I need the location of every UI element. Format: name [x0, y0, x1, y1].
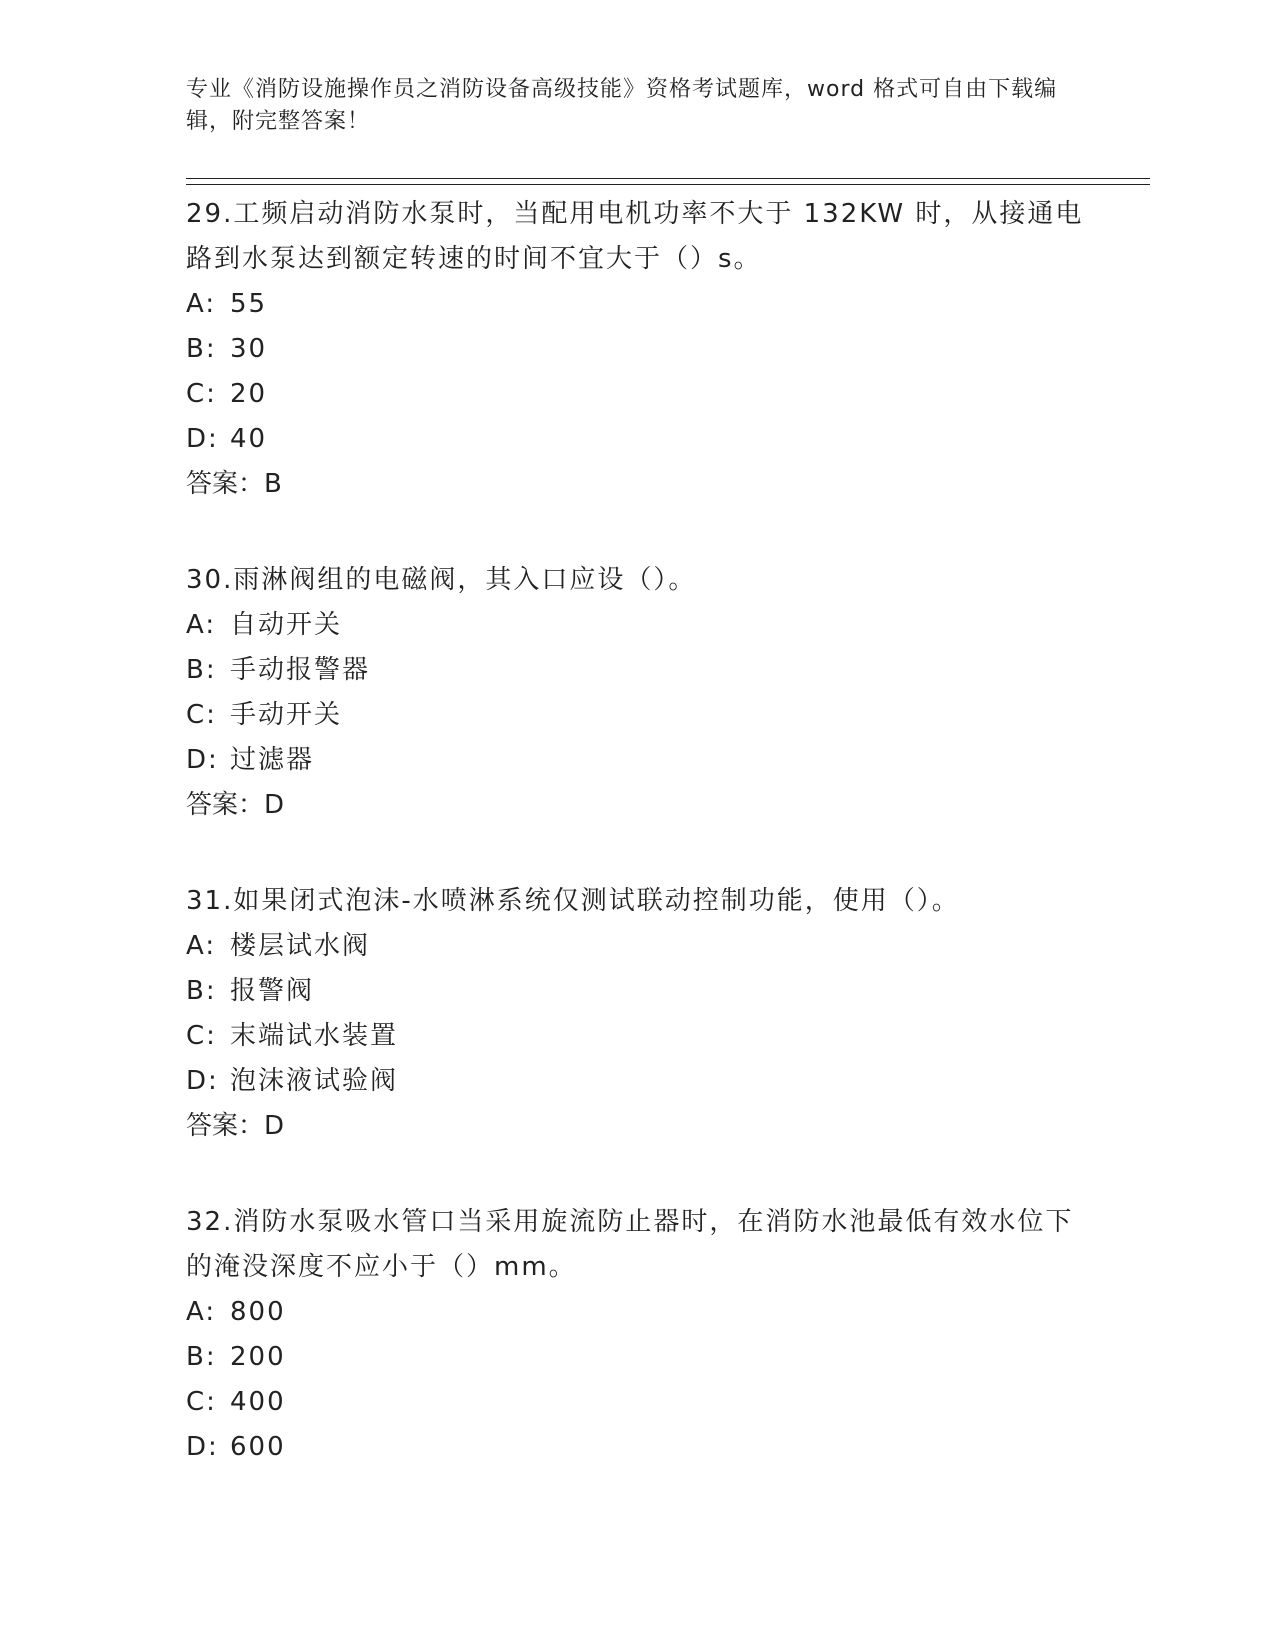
option-d [186, 417, 1086, 462]
question-stem: 31.如果闭式泡沫-水喷淋系统仅测试联动控制功能，使用（）。 [186, 886, 960, 916]
option-key: A: [186, 289, 217, 319]
option-text: 800 [230, 1297, 286, 1327]
option-key: B: [186, 976, 217, 1006]
option-key: B: [186, 334, 217, 364]
option-a [186, 1290, 1086, 1335]
option-text: 泡沫液试验阀 [230, 1066, 399, 1096]
option-key: A: [186, 931, 217, 961]
option-d [186, 738, 1086, 783]
option-b [186, 327, 1086, 372]
option-c [186, 693, 1086, 738]
option-key: D: [186, 1432, 219, 1462]
option-text: 过滤器 [230, 745, 315, 775]
option-key: B: [186, 655, 217, 685]
answer-line: 答案：D [186, 790, 285, 820]
option-key: C: [186, 700, 217, 730]
option-key: D: [186, 424, 219, 454]
option-text: 40 [230, 424, 268, 454]
option-text: 200 [230, 1342, 286, 1372]
option-text: 600 [230, 1432, 286, 1462]
option-text: 手动开关 [230, 700, 343, 730]
option-a [186, 282, 1086, 327]
option-d [186, 1059, 1086, 1104]
option-text: 30 [230, 334, 268, 364]
answer-line: 答案：B [186, 469, 282, 499]
option-b [186, 969, 1086, 1014]
option-key: A: [186, 1297, 217, 1327]
option-text: 楼层试水阀 [230, 931, 371, 961]
option-text: 400 [230, 1387, 286, 1417]
option-c [186, 1380, 1086, 1425]
option-text: 末端试水装置 [230, 1021, 399, 1051]
header-divider [186, 178, 1150, 185]
question-stem: 29.工频启动消防水泵时，当配用电机功率不大于 132KW 时，从接通电路到水泵达到额定转速的时间不宜大于（）s。 [186, 199, 1084, 274]
option-key: C: [186, 379, 217, 409]
option-a [186, 924, 1086, 969]
option-key: D: [186, 745, 219, 775]
document-header: 专业《消防设施操作员之消防设备高级技能》资格考试题库，word 格式可自由下载编辑，附完整答案！ [186, 77, 1058, 134]
option-b [186, 648, 1086, 693]
option-b [186, 1335, 1086, 1380]
option-key: A: [186, 610, 217, 640]
answer-line: 答案：D [186, 1111, 285, 1141]
option-c [186, 1014, 1086, 1059]
option-text: 55 [230, 289, 268, 319]
option-a [186, 603, 1086, 648]
option-text: 20 [230, 379, 268, 409]
option-key: D: [186, 1066, 219, 1096]
question-stem: 32.消防水泵吸水管口当采用旋流防止器时，在消防水池最低有效水位下的淹没深度不应小于（）mm。 [186, 1207, 1074, 1282]
question-32 [186, 1200, 1086, 1470]
option-text: 报警阀 [230, 976, 315, 1006]
option-d [186, 1425, 1086, 1470]
question-list [186, 192, 1086, 1522]
question-29 [186, 192, 1086, 506]
option-text: 手动报警器 [230, 655, 371, 685]
question-30 [186, 558, 1086, 827]
question-stem: 30.雨淋阀组的电磁阀，其入口应设（）。 [186, 565, 697, 595]
option-key: C: [186, 1387, 217, 1417]
option-c [186, 372, 1086, 417]
option-key: B: [186, 1342, 217, 1372]
question-31 [186, 879, 1086, 1148]
option-key: C: [186, 1021, 217, 1051]
option-text: 自动开关 [230, 610, 343, 640]
